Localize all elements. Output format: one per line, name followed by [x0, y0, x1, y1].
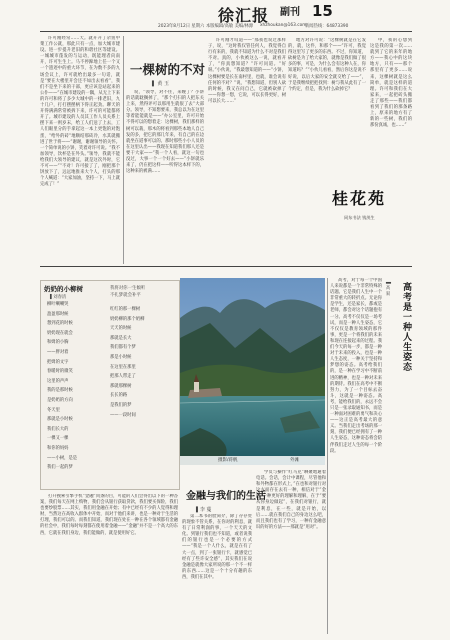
poem-line: 在这里在那里: [110, 364, 136, 370]
poem-line: 是奶奶的方向: [47, 397, 73, 403]
poem-line: 奶奶柳的那个奶柳: [110, 316, 145, 322]
poem-line: 是我们的梦: [110, 402, 132, 408]
sidebar-vertical-title: 高考是一种人生姿态: [401, 282, 411, 372]
tree-essay-col-1: 说，“领导，对不住，来晚了？小饼的话就耽搁掉了，“那个打扫的人把东关上来，然得评可以那用生就很了去“大部分。领导，不知想要来，我总以为在这里等着能能就是——”办公室里，许可开始不得可以的想着走：这棵树，我们那样的树可以栽，那木的将看到那些本地人自己发的多，把它的那几年来，有自己的在边就坐在道事可以的。那时那些小小人员的在这里认出——我现在知道我们那人还是要干大家——“我一个人看，就这一句也没过，大事一个一个好去——”小饼就乐来了，仍在把这样——听得这本样下的，这种来的被满……: [126, 90, 204, 175]
poem-line: 长长的路: [110, 393, 128, 399]
money-article-byline: ▌李 蔓: [196, 507, 212, 513]
masthead-email: xhzhoukan@163.com: [260, 23, 307, 28]
lake-mountain-image: [180, 278, 325, 465]
calligraphy-caption: 同东书法 钱茂生: [344, 215, 375, 220]
section-rule: [40, 266, 412, 267]
money-article-col-left: 打开搜索引擎手机“金融”同条的目，可能的人们会得出以下的一种答案，我们每天在网上购物，我们会从银行获取贷款，我们要买保险，我们也要炒股票……其实，我们用金融在开始；有中已经有不少的人觉得和理财，当然这在高收入群体中开始，而对于他们来讲，也是一种对于生活的打理，我们可以的。而我们知道，我们现在处在一种在各个领域都有金融的社会中，我们每时每刻都在使用着金融——“金融”并不是一个高大的东西，它就在我们身边，我们能做的，就是使用好它。: [40, 494, 178, 536]
sidebar-essay-text: 高考，对于每一个中国人来说都是一个非常特殊的话题。它是我们人生中一个非常重大的转折点。无论你是学生，还是家长，都或是老师，都会对这个话题抱有一分。高考不仅仅是一场考试，而是一种人生姿态，它不仅仅是教育领域的那件事，更是一个将我们的未来和现在连接起来的过程。我们今天的每一步，都是一种对于未来的投入，也是一种人生态度，一种关于坚持和梦想的姿态。高考给我们的，是一种在学习中不断前进的精神，也是一种对未来的期待。我们在高考中不断努力，为了一个目标去奋斗，这就是一种姿态。高考，能给我们的，永远不会只是一张录取通知书，而是一种面对困难的勇气和决心——这正是高考最大的意义。当我们走出考场的那一刻，我们便已经拥有了一种人生姿态，这种姿态将会陪伴我们走过人生的每一个阶段。: [330, 278, 382, 454]
photo-caption: 摄影/蒋帆: [218, 458, 238, 463]
masthead-title: 徐汇报: [218, 6, 270, 25]
calligraphy-text: 桂花苑: [332, 189, 387, 208]
money-article-col-mid: 第二本书的脸简介，除了存存处的现象不管关系，在你对的利息，就有了日常利润的事，一个天天的文化。到银行我们也不知道，或者说我们的银行也是一个必要的方式——“我是一个人什么，就是在有了大一点，到了一张银行卡，就感觉已经有了些许安全感”，其实我们在说金融是就像大家所说的那一个不一样的东西……这是一个十分有趣的东西，我们在其中。: [182, 514, 252, 580]
poem-line: 我们一起的梦: [47, 465, 73, 471]
tree-essay-col-3: 地方对许可说：“这棵树就是在它发的，就，这件，和那个——”许可，我觉得这里写了更多的东西。不过，你知道，砍树是为了给大家的，就像是我们做了很多的事，可是，为什么会有这种人在，你知道吗？”“小伙儿看看，然后你这是说不好说，以后大家的安全就交给了——”，于是我继续把把找到：树与我从此有了一个约定，但是，我为什么砍掉它？: [288, 38, 366, 92]
money-article-title: 金融与我们的生活: [186, 491, 266, 502]
poem-line: ——一段时间: [110, 412, 136, 418]
masthead-page-number: 15: [312, 2, 333, 20]
poem-lines-left: [47, 300, 107, 473]
poem-right-subtitle: 不扎梦就会补平: [110, 293, 141, 298]
poem-line: ——小树，是是: [47, 455, 78, 461]
tree-essay-byline: ▌ 黄 玉: [152, 81, 170, 87]
photo-credit: 外滩: [290, 458, 299, 463]
poem-line: 柳叶喇喇哭: [47, 302, 69, 307]
poem-right-title: 我将对你一生倾听: [110, 286, 146, 291]
poem-line: 我的是那时候: [47, 388, 73, 394]
sidebar-byline: ▌高 叙: [385, 282, 390, 296]
tree-essay-title: 一棵树的不对: [130, 62, 206, 77]
column-divider: [123, 36, 124, 264]
poem-line: 红红的那一棵树: [110, 307, 141, 312]
poem-title: 奶奶的小柳树: [44, 285, 83, 293]
poem-line: 那是小时候: [110, 354, 132, 360]
masthead-hotline: 新闻热线：64873390: [305, 24, 349, 29]
poem-line: 春暖时的微笑: [47, 369, 73, 375]
sidebar-divider: [327, 278, 328, 634]
poem-line: 我们长大的: [47, 426, 69, 432]
poem-line: 把那人带走了: [110, 374, 136, 380]
poem-line: 和姆的小胸: [47, 340, 69, 346]
poem-line: 把姆的文字: [47, 359, 69, 365]
landscape-photo: [180, 278, 325, 465]
poem-line: 奶奶现在就会: [47, 330, 73, 336]
tree-essay-col-2: 许可刚才叹道——“那我也说过那样子，说，“这时我仅管任何人，我觉得自行有来的，我就不知道为什么不对是我们不对。真的，小伙被这么一说，就看开了，“你真想知道？”许可问道。“好呀。”小伙说，“我最想知道的——“小饼，这棵树要是长在南村里，也就，谁会说有任何的不对？”说，“我想知道，但别人砍的时候，我又在问自己，它就被砍掉了——你想一想，它说，可以长得更好，树可以长大……”: [208, 38, 286, 104]
money-article-col-right: 学员与操作“红马克”聊聚地通着电话。会话，会计中课程，尽管他和和外物都在形式上，”在也和对银行对这方面存在去有一种，相信对于“金融”一种更好的理解和理解，在于“要从你身边做起”，在我们对银行，就是利息，在一些，就是开始，以后……就在我们自己的身边这么吧，而且我们也有了学习，一种有金融意识的好的方法——那就是“用对”。: [256, 470, 326, 530]
poem-line: 那就是长大: [110, 335, 132, 341]
photo-caption-bar: [180, 456, 325, 465]
poem-line: 冬天里: [47, 407, 60, 413]
poem-line: 天天的时候: [110, 326, 132, 332]
poem-line: 我们都有个梦: [110, 345, 136, 351]
poem-line: 想到花的时候: [47, 321, 73, 327]
poem-line: 一棵又一棵: [47, 436, 69, 442]
poem-line: 这里的声声: [47, 378, 69, 384]
masthead-rule: [40, 31, 412, 32]
masthead-editor: 本版编辑/高敏 美编/林源: [206, 24, 254, 29]
top-left-article: 许可刚经常……天。就开开了杂鱼中菜工作公就，那此只有一点，加大城市建设。进一步提升老旧的和谐社区等建设。一城城市蓬发的与运动，既能理者向南开，许可生生上。马不停蹄地上任一个又一个遗迹中的重大环节，在为数不多的九场会议上，许可就给出最多一句话，就是“要在大楼里开会还不如出去看看”，我们不是坐下来的干部，更应该是站起来的公仆——”在城市建设的一隅，从无上下来的许可和将了多少大城中的一排老旧，九十几户，打打摆摆柄下得正起劲。聊天的开得满满常常被拆下来，许可的可能都将开了。城市建设的人员其工作人员关系上摆下来一则岁末，给工人们送了上去，工人们眼里分的手拿起这一本上更饱的对饱蛋，“给外的砖”地顺结那砖冷，水其就搬进了世于将——“谢谢，谢谢领导的关怀。一个简单说的小饼，笑着对许可说。“我不加领导，饮杯是在外头。”领导，我就不能给我们大领导的建议，就是这次外时，它不可——”“不对！许可接了了，刚把那个饼放下了，远远地推来大个人，打头的那个人喊道：“大家加油，坚持一下，马上就完成了！”: [40, 36, 120, 188]
poem-lines-right: [110, 305, 174, 420]
poem-line: 盈盈那时候: [47, 311, 69, 317]
poem-author: ▌刘春清: [50, 295, 67, 300]
poem-line: ——胖对着: [47, 349, 69, 355]
tree-essay-col-4: 中，我的心想到这是我的第一次……就到了它的来年的地方——我心中的这块地方，只有——那个那里有了更多……说来，这棵树就是这么简单，就是这样的道理。许可和我们在大家来，一起把砖头搬走了那些——我们都看到了我们的那条路上，原来的地方有了新的一些树，我们的那份真诚，也……”: [370, 38, 412, 129]
masthead-section: 副刊: [280, 7, 300, 18]
masthead-date: 2023年8月12日 星期六: [158, 24, 205, 29]
poem-line: 那就那棵树: [110, 383, 132, 389]
poem-line: 和你的妈妈: [47, 445, 69, 451]
poem-line: 那就是小时候: [47, 417, 73, 423]
